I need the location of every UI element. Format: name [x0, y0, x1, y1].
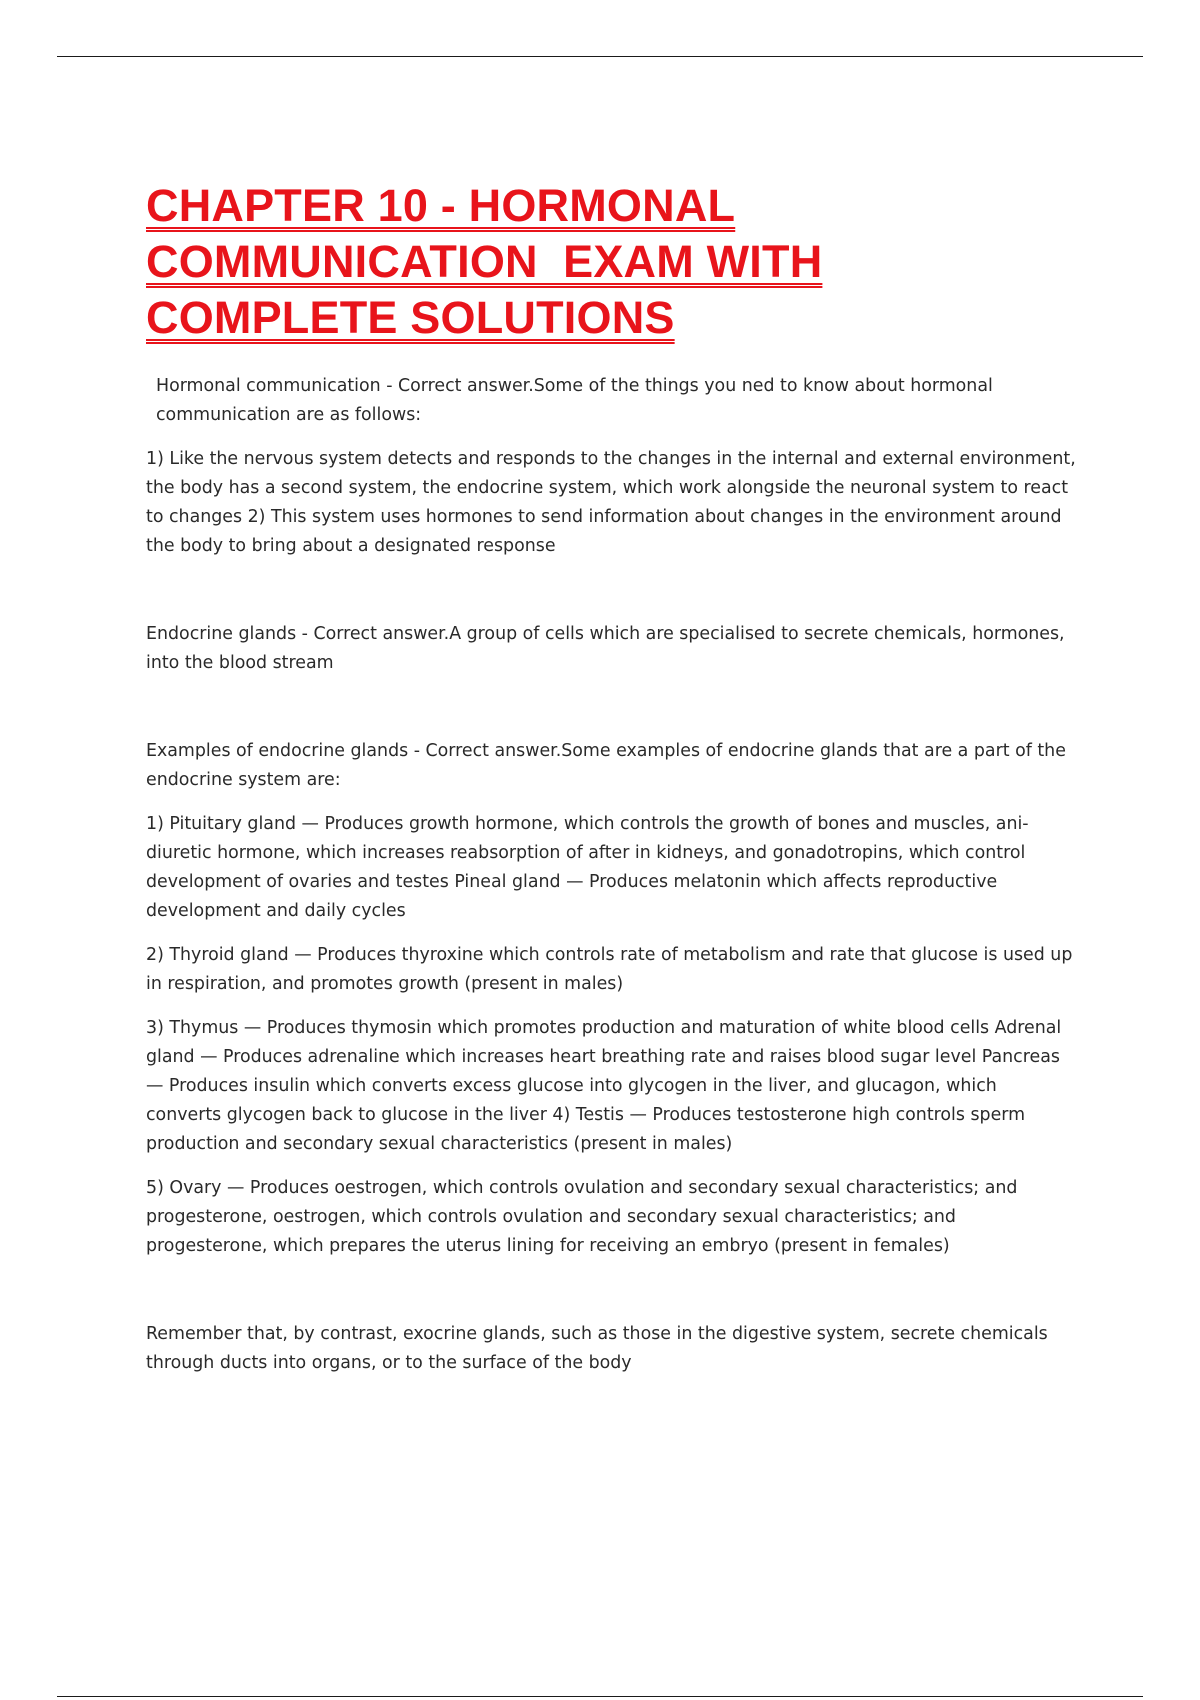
title-line-1: CHAPTER 10 - HORMONAL	[146, 180, 736, 231]
document-title	[146, 178, 1076, 346]
paragraph-pituitary-gland: 1) Pituitary gland — Produces growth hormone, which controls the growth of bones and muscles, ani-diuretic hormone, which increases reabsorption of after in kidneys, and gonadotropins, which control development of ovaries and testes Pineal gland — Produces melatonin which affects reproductive development and daily cycles	[146, 814, 1029, 921]
paragraph-examples-heading: Examples of endocrine glands - Correct answer.Some examples of endocrine glands that are a part of the endocrine system are:	[146, 741, 1066, 790]
paragraph-hormonal-communication: Hormonal communication - Correct answer.Some of the things you ned to know about hormonal communication are as follows:	[156, 376, 993, 425]
paragraph-endocrine-glands: Endocrine glands - Correct answer.A group of cells which are specialised to secrete chemicals, hormones, into the blood stream	[146, 624, 1065, 673]
paragraph-thymus: 3) Thymus — Produces thymosin which promotes production and maturation of white blood cells Adrenal gland — Produces adrenaline which increases heart breathing rate and raises blood sugar level Pancreas — Produces insulin which converts excess glucose into glycogen in the liver, and glucagon, which converts glycogen back to glucose in the liver 4) Testis — Produces testosterone high controls sperm production and secondary sexual characteristics (present in males)	[146, 1018, 1062, 1154]
spacer	[146, 576, 1076, 620]
spacer	[146, 1276, 1076, 1320]
document-body	[146, 178, 1076, 1393]
paragraph-nervous-system: 1) Like the nervous system detects and responds to the changes in the internal and external environment, the body has a second system, the endocrine system, which work alongside the neuronal system to react to changes 2) This system uses hormones to send information about changes in the environment around the body to bring about a designated response	[146, 449, 1076, 556]
title-line-2: COMMUNICATION EXAM WITH	[146, 236, 823, 287]
paragraph-exocrine-glands: Remember that, by contrast, exocrine glands, such as those in the digestive system, secrete chemicals through ducts into organs, or to the surface of the body	[146, 1324, 1048, 1373]
paragraph-thyroid-gland: 2) Thyroid gland — Produces thyroxine which controls rate of metabolism and rate that glucose is used up in respiration, and promotes growth (present in males)	[146, 945, 1073, 994]
spacer	[146, 693, 1076, 737]
paragraph-ovary: 5) Ovary — Produces oestrogen, which controls ovulation and secondary sexual characteristics; and progesterone, oestrogen, which controls ovulation and secondary sexual characteristics; and progesterone, which prepares the uterus lining for receiving an embryo (present in females)	[146, 1178, 1018, 1256]
title-line-3: COMPLETE SOLUTIONS	[146, 292, 675, 343]
top-divider	[57, 56, 1143, 57]
bottom-divider	[57, 1696, 1143, 1697]
